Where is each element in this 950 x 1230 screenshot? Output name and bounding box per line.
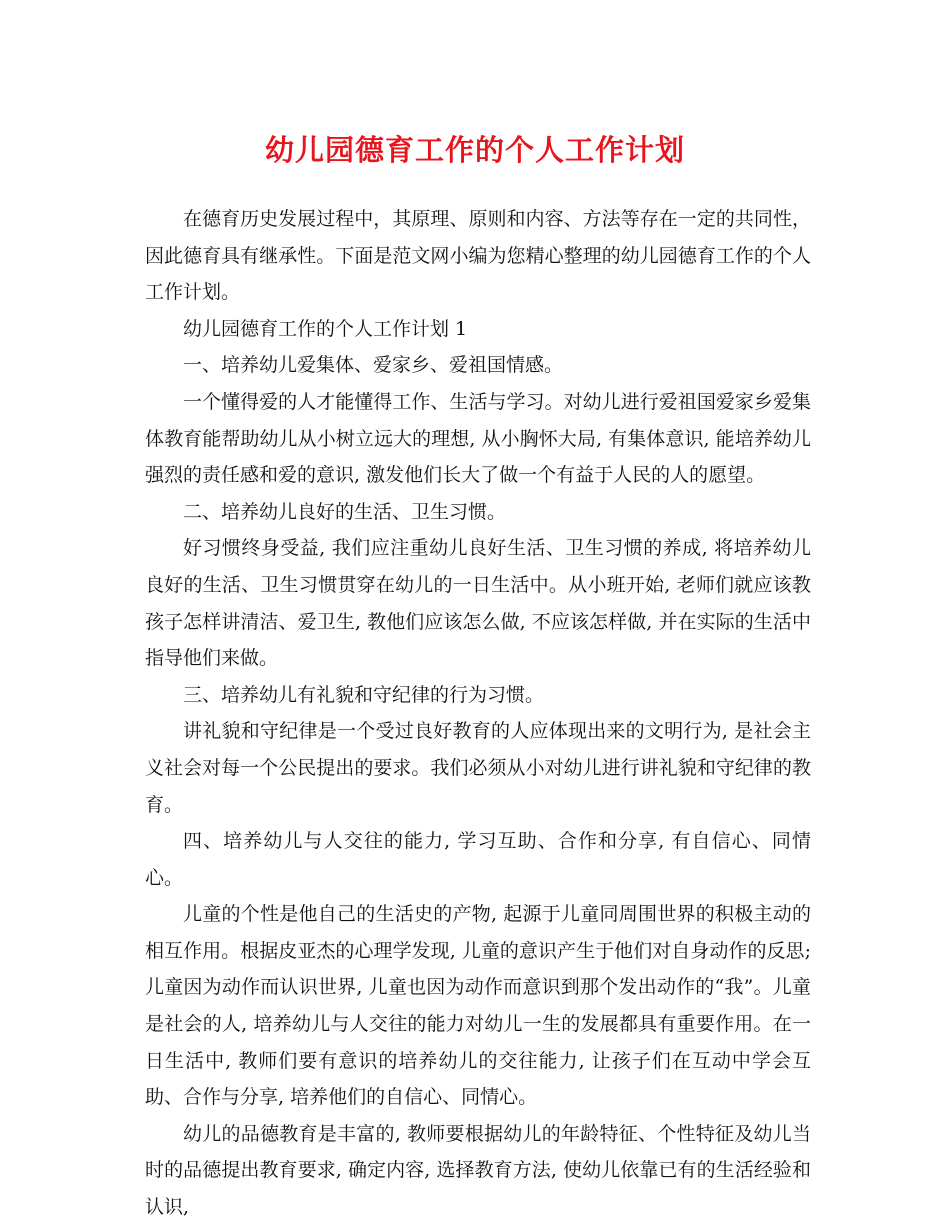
section-heading-plan-1: 幼儿园德育工作的个人工作计划 1 xyxy=(183,317,468,340)
item-heading-4: 四、培养幼儿与人交往的能力, 学习互助、合作和分享, 有自信心、同情心。 xyxy=(145,830,811,889)
intro-paragraph: 在德育历史发展过程中，其原理、原则和内容、方法等存在一定的共同性，因此德育具有继承性。下面是范文网小编为您精心整理的幼儿园德育工作的个人工作计划。 xyxy=(145,208,811,304)
body-paragraph: 讲礼貌和守纪律是一个受过良好教育的人应体现出来的文明行为, 是社会主义社会对每一个公民提出的要求。我们必须从小对幼儿进行讲礼貌和守纪律的教育。 xyxy=(145,720,811,816)
body-paragraph: 一个懂得爱的人才能懂得工作、生活与学习。对幼儿进行爱祖国爱家乡爱集体教育能帮助幼儿从小树立远大的理想, 从小胸怀大局, 有集体意识, 能培养幼儿强烈的责任感和爱的意识, 激发他们长大了做一个有益于人民的人的愿望。 xyxy=(145,390,811,487)
item-heading-2: 二、培养幼儿良好的生活、卫生习惯。 xyxy=(183,500,507,523)
document-body xyxy=(145,201,811,1226)
body-paragraph: 幼儿的品德教育是丰富的, 教师要根据幼儿的年龄特征、个性特征及幼儿当时的品德提出教育要求, 确定内容, 选择教育方法, 使幼儿依靠已有的生活经验和认识, xyxy=(145,1122,811,1219)
item-heading-1: 一、培养幼儿爱集体、爱家乡、爱祖国情感。 xyxy=(183,354,564,377)
body-paragraph: 儿童的个性是他自己的生活史的产物, 起源于儿童同周围世界的积极主动的相互作用。根据皮亚杰的心理学发现, 儿童的意识产生于他们对自身动作的反思; 儿童因为动作而认识世界, 儿童也因为动作而意识到那个发出动作的“我”。儿童是社会的人, 培养幼儿与人交往的能力对幼儿一生的发展都具有重要作用。在一日生活中, 教师们要有意识的培养幼儿的交往能力, 让孩子们在互动中学会互助、合作与分享, 培养他们的自信心、同情心。 xyxy=(145,903,811,1109)
body-paragraph: 好习惯终身受益, 我们应注重幼儿良好生活、卫生习惯的养成, 将培养幼儿良好的生活、卫生习惯贯穿在幼儿的一日生活中。从小班开始, 老师们就应该教孩子怎样讲清洁、爱卫生, 教他们应该怎么做, 不应该怎样做, 并在实际的生活中指导他们来做。 xyxy=(145,537,811,670)
document-title: 幼儿园德育工作的个人工作计划 xyxy=(264,133,685,167)
item-heading-3: 三、培养幼儿有礼貌和守纪律的行为习惯。 xyxy=(183,683,545,706)
